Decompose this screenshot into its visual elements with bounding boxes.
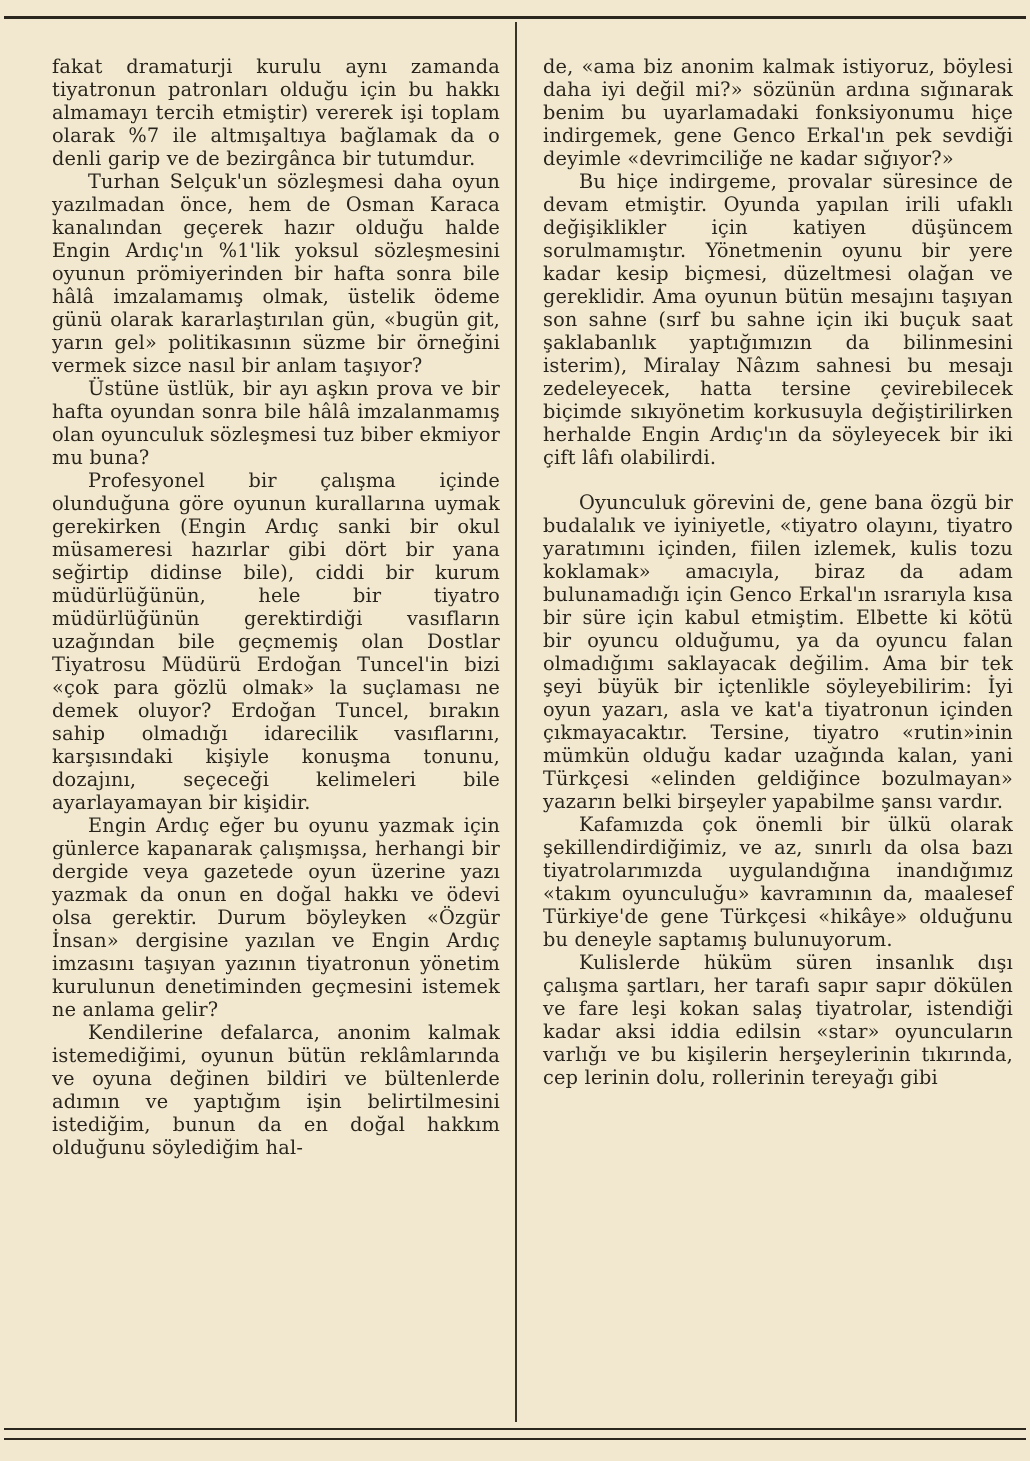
paragraph: Bu hiçe indirgeme, provalar süresince de devam etmiştir. Oyunda yapılan irili ufaklı değişiklikler için katiyen düşüncem sorulmamıştır. Yönetmenin oyunu bir yere kadar kesip biçmesi, düzeltmesi olağan ve gereklidir. Ama oyunun bütün mesajını taşıyan son sahne (sırf bu sahne için iki buçuk saat şaklabanlık yaptığımızın da bilinmesini isterim), Miralay Nâzım sahnesi bu mesajı zedeleyecek, hatta tersine çevirebilecek biçimde sıkıyönetim korkusuyla değiştirilirken herhalde Engin Ardıç'ın da söyleyecek bir iki çift lâfı olabilirdi. xyxy=(543,170,1013,469)
paragraph: de, «ama biz anonim kalmak istiyoruz, böylesi daha iyi değil mi?» sözünün ardına sığınarak benim bu uyarlamadaki fonksiyonumu hiçe indirgemek, gene Genco Erkal'ın pek sevdiği deyimle «devrimciliğe ne kadar sığıyor?» xyxy=(543,55,1013,170)
left-column xyxy=(52,55,500,1159)
paragraph: Kafamızda çok önemli bir ülkü olarak şekillendirdiğimiz, ve az, sınırlı da olsa bazı tiyatrolarımızda uygulandığına inandığımız «takım oyunculuğu» kavramının da, maalesef Türkiye'de gene Türkçesi «hikâye» olduğunu bu deneyle saptamış bulunuyorum. xyxy=(543,813,1013,951)
paragraph: fakat dramaturji kurulu aynı zamanda tiyatronun patronları olduğu için bu hakkı almamayı tercih etmiştir) vererek işi toplam olarak %7 ile altmışaltıya bağlamak da o denli garip ve de bezirgânca bir tutumdur. xyxy=(52,55,500,170)
bottom-rule xyxy=(4,1428,1026,1430)
paragraph: Engin Ardıç eğer bu oyunu yazmak için günlerce kapanarak çalışmışsa, herhangi bir dergide veya gazetede oyun üzerine yazı yazmak da onun en doğal hakkı ve ödevi olsa gerektir. Durum böyleyken «Özgür İnsan» dergisine yazılan ve Engin Ardıç imzasını taşıyan yazının tiyatronun yönetim kurulunun denetiminden geçmesini istemek ne anlama gelir? xyxy=(52,814,500,1021)
column-divider xyxy=(515,22,517,1422)
paragraph: Oyunculuk görevini de, gene bana özgü bir budalalık ve iyiniyetle, «tiyatro olayını, tiyatro yaratımını içinden, fiilen izlemek, kulis tozu koklamak» amacıyla, biraz da adam bulunamadığı için Genco Erkal'ın ısrarıyla kısa bir süre için kabul etmiştim. Elbette ki kötü bir oyuncu olduğumu, ya da oyuncu falan olmadığımı saklayacak değilim. Ama bir tek şeyi büyük bir içtenlikle söyleyebilirim: İyi oyun yazarı, asla ve kat'a tiyatronun içinden çıkmayacaktır. Tersine, tiyatro «rutin»inin mümkün olduğu kadar uzağında kalan, yani Türkçesi «elinden geldiğince bozulmayan» yazarın belki birşeyler yapabilme şansı vardır. xyxy=(543,491,1013,813)
paragraph: Turhan Selçuk'un sözleşmesi daha oyun yazılmadan önce, hem de Osman Karaca kanalından geçerek hazır olduğu halde Engin Ardıç'ın %1'lik yoksul sözleşmesini oyunun prömiyerinden bir hafta sonra bile hâlâ imzalamamış olmak, üstelik ödeme günü olarak kararlaştırılan gün, «bugün git, yarın gel» politikasının süzme bir örneğini vermek sizce nasıl bir anlam taşıyor? xyxy=(52,170,500,377)
paragraph: Üstüne üstlük, bir ayı aşkın prova ve bir hafta oyundan sonra bile hâlâ imzalanmamış olan oyunculuk sözleşmesi tuz biber ekmiyor mu buna? xyxy=(52,377,500,469)
top-rule xyxy=(4,16,1026,19)
paragraph: Kulislerde hüküm süren insanlık dışı çalışma şartları, her tarafı sapır sapır dökülen ve fare leşi kokan salaş tiyatrolar, istendiği kadar aksi iddia edilsin «star» oyuncuların varlığı ve bu kişilerin herşeylerinin tıkırında, cep lerinin dolu, rollerinin tereyağı gibi xyxy=(543,951,1013,1089)
paragraph: Profesyonel bir çalışma içinde olunduğuna göre oyunun kurallarına uymak gerekirken (Engin Ardıç sanki bir okul müsameresi hazırlar gibi dört bir yana seğirtip didinse bile), ciddi bir kurum müdürlüğünün, hele bir tiyatro müdürlüğünün gerektirdiği vasıfların uzağından bile geçmemiş olan Dostlar Tiyatrosu Müdürü Erdoğan Tuncel'in bizi «çok para gözlü olmak» la suçlaması ne demek oluyor? Erdoğan Tuncel, bırakın sahip olmadığı idarecilik vasıflarını, karşısındaki kişiyle konuşma tonunu, dozajını, seçeceği kelimeleri bile ayarlayamayan bir kişidir. xyxy=(52,469,500,814)
paragraph: Kendilerine defalarca, anonim kalmak istemediğimi, oyunun bütün reklâmlarında ve oyuna değinen bildiri ve bültenlerde adımın ve yaptığım işin belirtilmesini istediğim, bunun da en doğal hakkım olduğunu söylediğim hal- xyxy=(52,1021,500,1159)
bottom-rule-secondary xyxy=(4,1438,1026,1440)
right-column xyxy=(543,55,1013,1089)
